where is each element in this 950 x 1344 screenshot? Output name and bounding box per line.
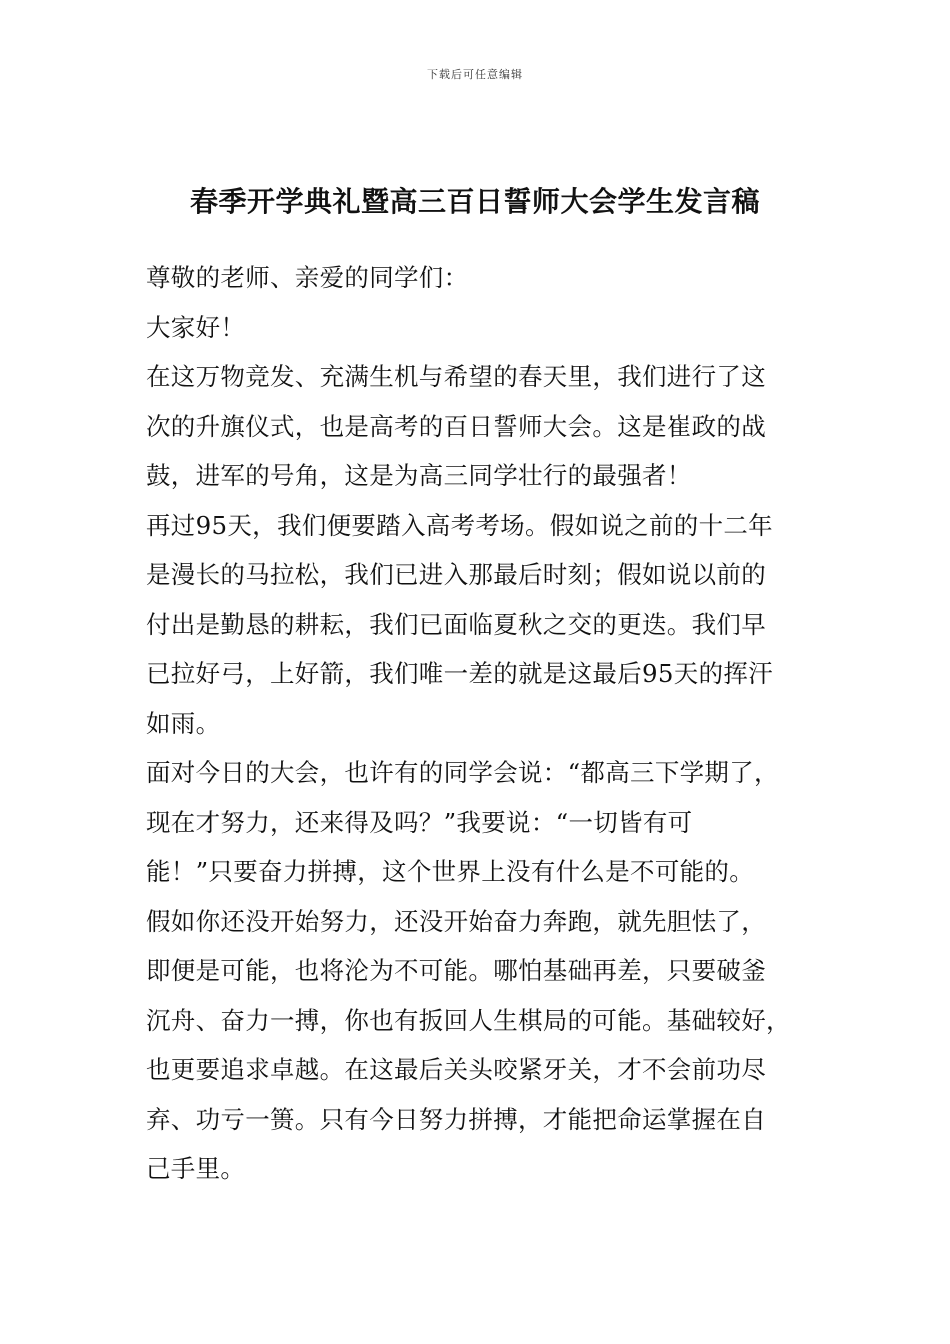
text-line: 现在才努力，还来得及吗？”我要说：“一切皆有可 <box>146 807 693 837</box>
text-line: 假如你还没开始努力，还没开始奋力奔跑，就先胆怯了， <box>146 906 766 936</box>
text-line: 己手里。 <box>146 1154 246 1183</box>
speech-body <box>146 253 816 1194</box>
text-line: 弃、功亏一篑。只有今日努力拼搏，才能把命运掌握在自 <box>146 1104 766 1134</box>
document-title: 春季开学典礼暨高三百日誓师大会学生发言稿 <box>189 185 760 218</box>
text-line: 也更要追求卓越。在这最后关头咬紧牙关，才不会前功尽 <box>146 1055 766 1084</box>
text-line: 能！”只要奋力拼搏，这个世界上没有什么是不可能的。 <box>146 857 755 886</box>
text-line: 是漫长的马拉松，我们已进入那最后时刻；假如说以前的 <box>146 560 766 589</box>
text-line: 即便是可能，也将沦为不可能。哪怕基础再差，只要破釜 <box>146 956 766 985</box>
text-line: 面对今日的大会，也许有的同学会说：“都高三下学期了， <box>146 758 779 787</box>
text-line: 鼓，进军的号角，这是为高三同学壮行的最强者！ <box>146 461 692 490</box>
text-line: 在这万物竞发、充满生机与希望的春天里，我们进行了这 <box>146 362 766 391</box>
header-note: 下载后可任意编辑 <box>427 68 523 81</box>
text-line: 如雨。 <box>146 708 221 738</box>
text-line: 已拉好弓，上好箭，我们唯一差的就是这最后95天的挥汗 <box>146 659 773 688</box>
text-line: 次的升旗仪式，也是高考的百日誓师大会。这是崔政的战 <box>146 411 766 441</box>
text-line: 沉舟、奋力一搏，你也有扳回人生棋局的可能。基础较好， <box>146 1005 791 1035</box>
text-line: 付出是勤恳的耕耘，我们已面临夏秋之交的更迭。我们早 <box>146 609 766 639</box>
text-line: 再过95天，我们便要踏入高考考场。假如说之前的十二年 <box>146 510 773 540</box>
text-line: 尊敬的老师、亲爱的同学们： <box>146 263 469 292</box>
text-line: 大家好！ <box>146 312 246 342</box>
